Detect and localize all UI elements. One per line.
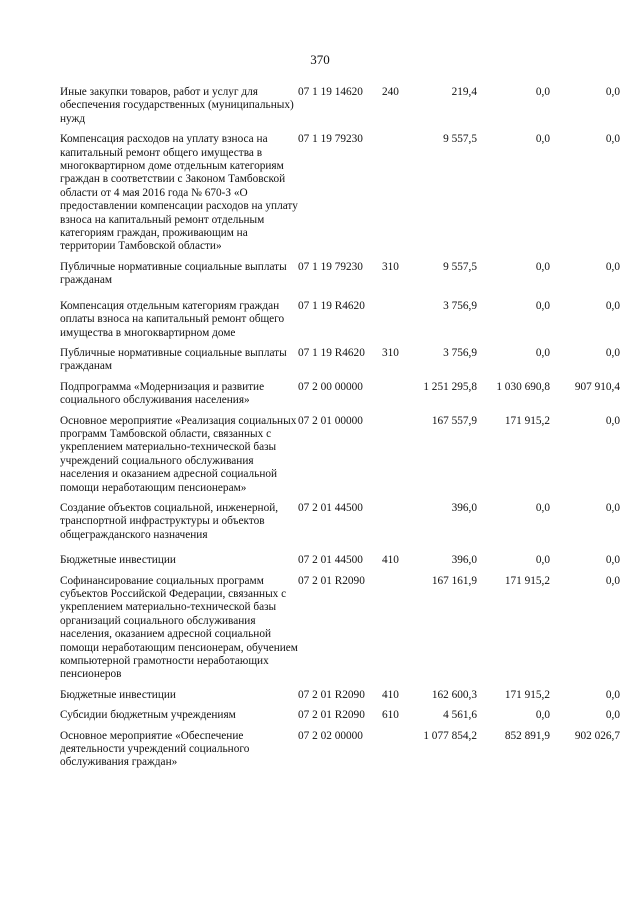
table-row	[60, 575, 620, 689]
row-value-year3: 0,0	[605, 86, 620, 98]
row-name: Бюджетные инвестиции	[60, 688, 176, 701]
page-number: 370	[310, 52, 330, 67]
row-name: Публичные нормативные социальные выплаты гражданам	[60, 346, 287, 373]
row-code: 07 2 01 44500	[298, 554, 363, 567]
row-value-year1: 3 756,9	[443, 346, 477, 359]
row-value-year3: 0,0	[605, 709, 620, 722]
row-code: 07 1 19 79230	[298, 260, 363, 273]
row-expense-type	[382, 415, 409, 502]
table-row	[60, 415, 620, 502]
row-value-year2: 1 030 690,8	[496, 380, 550, 393]
row-code: 07 2 01 R2090	[298, 688, 365, 701]
row-value-year3: 902 026,7	[574, 729, 620, 742]
row-value-year3: 0,0	[605, 299, 620, 312]
budget-table	[60, 86, 620, 777]
table-row	[60, 295, 620, 347]
row-name: Компенсация отдельным категориям граждан оплаты взноса на капитальный ремонт общего имущества в многоквартирном доме	[60, 299, 285, 339]
row-value-year2: 171 915,2	[504, 574, 550, 587]
row-name: Субсидии бюджетным учреждениям	[60, 709, 236, 722]
row-code: 07 2 00 00000	[298, 380, 363, 393]
table-row	[60, 689, 620, 709]
row-expense-type	[382, 295, 409, 347]
row-value-year2: 0,0	[535, 554, 550, 567]
table-row	[60, 261, 620, 295]
row-code: 07 1 19 14620	[298, 86, 363, 98]
row-code: 07 2 01 00000	[298, 414, 363, 427]
table-row	[60, 549, 620, 574]
table-row	[60, 381, 620, 415]
row-value-year2: 0,0	[535, 709, 550, 722]
row-value-year1: 4 561,6	[443, 709, 477, 722]
row-value-year3: 0,0	[605, 554, 620, 567]
row-expense-type	[382, 575, 409, 689]
table-row	[60, 730, 620, 777]
row-name: Основное мероприятие «Обеспечение деятельности учреждений социального обслуживания граждан»	[60, 729, 250, 769]
row-value-year1: 3 756,9	[443, 299, 477, 312]
row-value-year1: 9 557,5	[443, 133, 477, 146]
row-value-year3: 0,0	[605, 260, 620, 273]
row-code: 07 2 02 00000	[298, 729, 363, 742]
row-expense-type	[382, 133, 409, 261]
row-value-year3: 0,0	[605, 688, 620, 701]
row-expense-type: 310	[382, 260, 399, 273]
table-row	[60, 133, 620, 261]
row-code: 07 2 01 R2090	[298, 574, 365, 587]
row-value-year1: 1 077 854,2	[423, 729, 477, 742]
row-value-year1: 396,0	[451, 501, 477, 514]
row-expense-type	[382, 381, 409, 415]
table-row	[60, 86, 620, 133]
table-row	[60, 347, 620, 381]
row-name: Софинансирование социальных программ субъектов Российской Федерации, связанных с укреплением материально-технической базы организаций социального обслуживания населения, оказанием адресной социальной помощи неработающим пенсионерам, обучением компьютерной грамотности неработающих пенсионеров	[60, 574, 298, 681]
row-value-year2: 171 915,2	[504, 414, 550, 427]
row-code: 07 1 19 R4620	[298, 299, 365, 312]
row-value-year1: 167 161,9	[431, 574, 477, 587]
row-name: Публичные нормативные социальные выплаты гражданам	[60, 260, 287, 287]
row-name: Компенсация расходов на уплату взноса на капитальный ремонт общего имущества в многоквартирном доме отдельным категориям граждан в соответствии с Законом Тамбовской области от 4 мая 2016 года № 670-З «О предоставлении компенсации расходов на уплату взноса на капитальный ремонт отдельным категориям граждан, проживающим на территории Тамбовской области»	[60, 133, 298, 253]
row-expense-type	[382, 502, 409, 549]
row-expense-type: 240	[382, 86, 399, 98]
row-code: 07 1 19 79230	[298, 133, 363, 146]
row-name: Бюджетные инвестиции	[60, 554, 176, 567]
row-expense-type: 410	[382, 554, 399, 567]
row-value-year1: 162 600,3	[431, 688, 477, 701]
row-code: 07 2 01 44500	[298, 501, 363, 514]
row-name: Подпрограмма «Модернизация и развитие социального обслуживания населения»	[60, 380, 265, 407]
row-expense-type	[382, 730, 409, 777]
row-value-year2: 0,0	[535, 299, 550, 312]
row-name: Иные закупки товаров, работ и услуг для обеспечения государственных (муниципальных) нужд	[60, 86, 294, 125]
table-row	[60, 502, 620, 549]
row-value-year2: 0,0	[535, 133, 550, 146]
row-value-year1: 9 557,5	[443, 260, 477, 273]
row-expense-type: 610	[382, 709, 399, 722]
row-value-year2: 0,0	[535, 501, 550, 514]
row-value-year1: 167 557,9	[431, 414, 477, 427]
row-value-year2: 171 915,2	[504, 688, 550, 701]
row-value-year2: 0,0	[535, 260, 550, 273]
row-value-year1: 1 251 295,8	[423, 380, 477, 393]
row-expense-type: 310	[382, 346, 399, 359]
row-code: 07 2 01 R2090	[298, 709, 365, 722]
row-value-year2: 0,0	[535, 86, 550, 98]
row-value-year2: 0,0	[535, 346, 550, 359]
table-body	[60, 86, 620, 777]
row-value-year3: 0,0	[605, 346, 620, 359]
row-value-year3: 0,0	[605, 501, 620, 514]
table-row	[60, 709, 620, 729]
row-value-year3: 907 910,4	[574, 380, 620, 393]
row-code: 07 1 19 R4620	[298, 346, 365, 359]
row-name: Основное мероприятие «Реализация социальных программ Тамбовской области, связанных с укреплением материально-технической базы учреждений социального обслуживания населения и оказанием адресной социальной помощи неработающим пенсионерам»	[60, 414, 297, 494]
row-value-year1: 396,0	[451, 554, 477, 567]
row-name: Создание объектов социальной, инженерной, транспортной инфраструктуры и объектов общегражданского назначения	[60, 501, 279, 541]
row-value-year3: 0,0	[605, 414, 620, 427]
row-value-year3: 0,0	[605, 574, 620, 587]
row-value-year3: 0,0	[605, 133, 620, 146]
row-value-year1: 219,4	[451, 86, 477, 98]
row-value-year2: 852 891,9	[504, 729, 550, 742]
row-expense-type: 410	[382, 688, 399, 701]
